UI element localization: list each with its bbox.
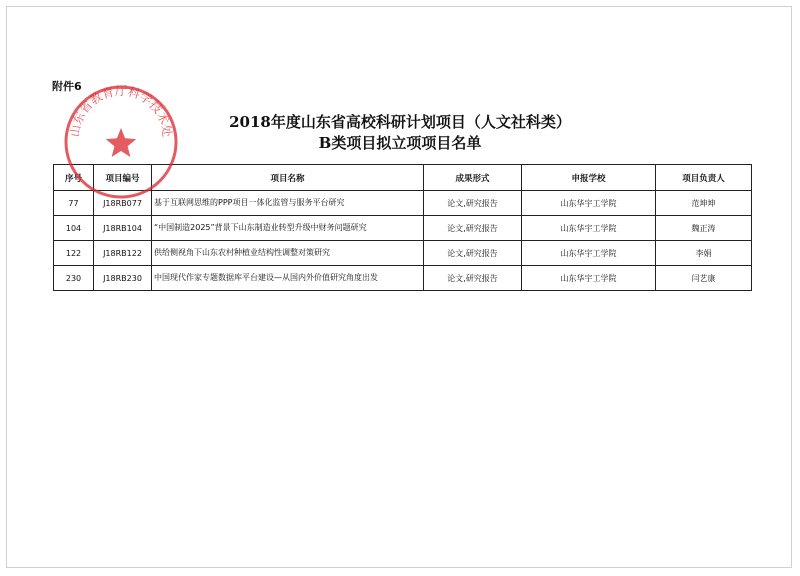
cell-form: 论文,研究报告	[424, 191, 522, 216]
header-name: 项目名称	[152, 165, 424, 191]
cell-leader: 李娟	[656, 241, 752, 266]
cell-code: J18RB077	[94, 191, 152, 216]
document-title: 2018年度山东省高校科研计划项目（人文社科类）	[229, 113, 571, 131]
cell-code: J18RB104	[94, 216, 152, 241]
table-row	[54, 216, 752, 241]
cell-no: 77	[54, 191, 94, 216]
cell-form: 论文,研究报告	[424, 266, 522, 291]
cell-name: 中国现代作家专题数据库平台建设—从国内外价值研究角度出发	[152, 266, 424, 291]
header-school: 申报学校	[522, 165, 656, 191]
seal-text: 山东省教育厅科学技术处	[67, 84, 175, 138]
cell-leader: 范坤坤	[656, 191, 752, 216]
header-form: 成果形式	[424, 165, 522, 191]
cell-school: 山东华宇工学院	[522, 216, 656, 241]
cell-school: 山东华宇工学院	[522, 266, 656, 291]
official-seal-stamp	[63, 84, 179, 200]
cell-code: J18RB122	[94, 241, 152, 266]
table-row	[54, 241, 752, 266]
cell-school: 山东华宇工学院	[522, 191, 656, 216]
cell-no: 122	[54, 241, 94, 266]
cell-name: 供给侧视角下山东农村种植业结构性调整对策研究	[152, 241, 424, 266]
document-subtitle: B类项目拟立项项目名单	[318, 134, 482, 152]
cell-form: 论文,研究报告	[424, 216, 522, 241]
cell-no: 104	[54, 216, 94, 241]
cell-leader: 魏正涛	[656, 216, 752, 241]
cell-name: “中国制造2025”背景下山东制造业转型升级中财务问题研究	[152, 216, 424, 241]
attachment-label: 附件6	[52, 80, 82, 93]
seal-star-icon	[106, 128, 136, 157]
cell-code: J18RB230	[94, 266, 152, 291]
header-no: 序号	[54, 165, 94, 191]
cell-form: 论文,研究报告	[424, 241, 522, 266]
cell-name: 基于互联网思维的PPP项目一体化监管与服务平台研究	[152, 191, 424, 216]
header-leader: 项目负责人	[656, 165, 752, 191]
cell-school: 山东华宇工学院	[522, 241, 656, 266]
cell-leader: 闫艺康	[656, 266, 752, 291]
table-row	[54, 266, 752, 291]
header-code: 项目编号	[94, 165, 152, 191]
cell-no: 230	[54, 266, 94, 291]
